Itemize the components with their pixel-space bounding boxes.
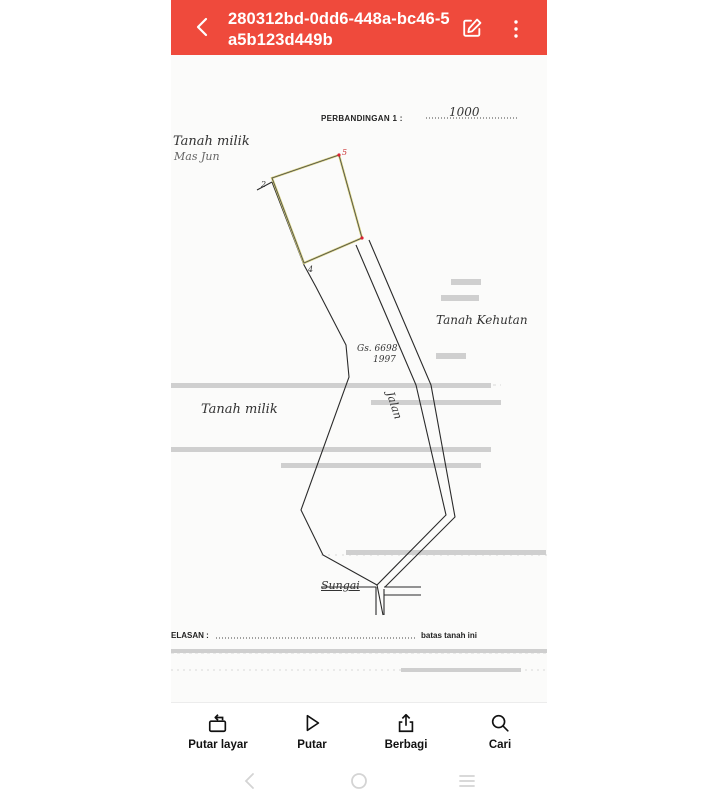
search-label: Cari	[488, 739, 512, 751]
owner-name-top: Mas Jun	[174, 150, 220, 163]
document-viewer-screen	[171, 0, 547, 800]
play-label: Putar	[297, 739, 327, 751]
bottom-toolbar	[171, 702, 547, 761]
scale-value: 1000	[449, 105, 480, 119]
parcel-code: Gs. 6698	[357, 344, 398, 354]
nav-recents-button[interactable]	[456, 770, 478, 792]
system-nav-bar	[171, 760, 547, 800]
play-button[interactable]	[272, 711, 352, 751]
scanned-map-document[interactable]	[171, 55, 547, 702]
nav-home-icon	[348, 770, 370, 792]
play-icon	[301, 712, 323, 734]
nav-recents-icon	[456, 770, 478, 792]
search-icon	[489, 712, 511, 734]
nav-back-button[interactable]	[239, 770, 261, 792]
owner-label-middle: Tanah milik	[201, 402, 278, 417]
point-label-2: 2	[261, 180, 267, 189]
rotate-screen-button[interactable]	[178, 711, 258, 751]
share-icon	[395, 712, 417, 734]
nav-home-button[interactable]	[348, 770, 370, 792]
scale-label: PERBANDINGAN 1 :	[321, 114, 403, 123]
more-vertical-icon	[504, 17, 528, 41]
share-label: Berbagi	[384, 739, 428, 751]
owner-label-right: Tanah Kehutan	[436, 313, 528, 327]
share-button[interactable]	[366, 711, 446, 751]
edit-icon	[461, 17, 483, 39]
point-label-5: 5	[342, 148, 348, 157]
road-label: Jalan	[383, 390, 405, 421]
land-map-drawing	[171, 55, 547, 702]
rotate-screen-icon	[207, 712, 229, 734]
back-button[interactable]	[189, 14, 215, 40]
edit-button[interactable]	[461, 17, 485, 41]
bottom-label: ELASAN :	[171, 631, 209, 640]
bottom-suffix: batas tanah ini	[421, 631, 478, 640]
river-label: Sungai	[321, 579, 360, 592]
app-bar	[171, 0, 547, 55]
file-title: 280312bd-0dd6-448a-bc46-5a5b123d449b	[228, 10, 450, 49]
point-label-4: 4	[308, 265, 314, 274]
parcel-year: 1997	[373, 355, 396, 365]
rotate-screen-label: Putar layar	[188, 739, 248, 751]
owner-label-top: Tanah milik	[173, 134, 250, 149]
search-button[interactable]	[460, 711, 540, 751]
more-options-button[interactable]	[504, 17, 528, 41]
chevron-left-icon	[195, 17, 209, 37]
nav-back-icon	[239, 770, 261, 792]
